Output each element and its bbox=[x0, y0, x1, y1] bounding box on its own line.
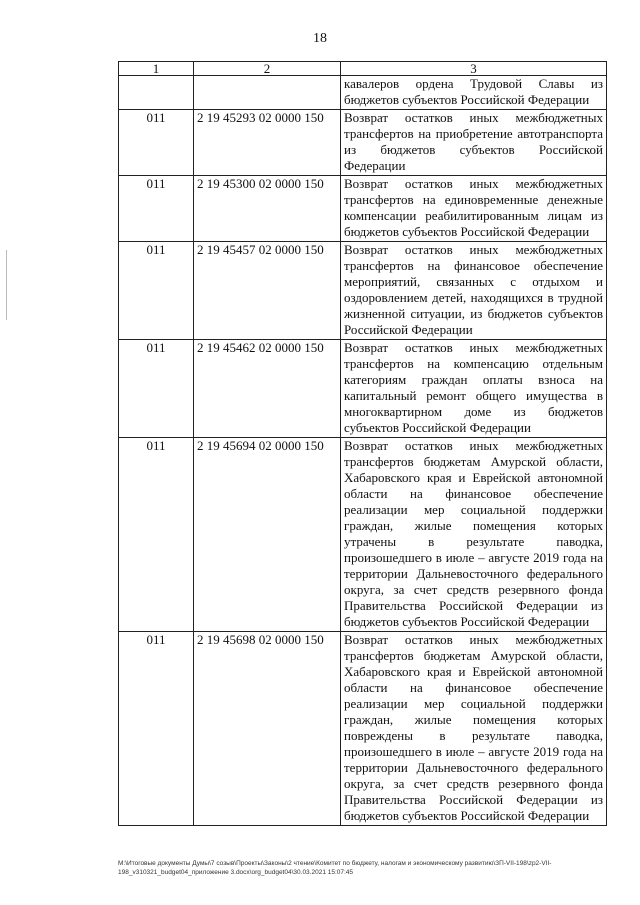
page-number: 18 bbox=[313, 31, 327, 46]
table-row bbox=[119, 76, 607, 110]
table-row bbox=[119, 176, 607, 242]
footer-line-1: М:\Итоговые документы Думы\7 созыв\Проекты\Законы\2 чтение\Комитет по бюджету, налогам и экономическому развитию\ЗП-VII-198\zp2-VII- bbox=[118, 860, 552, 867]
table-header-row bbox=[119, 62, 607, 76]
budget-code-cell: 2 19 45457 02 0000 150 bbox=[194, 242, 341, 340]
table-row bbox=[119, 110, 607, 176]
scan-edge-mark bbox=[6, 250, 7, 320]
admin-code-cell: 011 bbox=[119, 632, 194, 826]
description-cell: Возврат остатков иных межбюджетных трансфертов на компенсацию отдельным категориям граждан оплаты взноса на капитальный ремонт общего имущества в многоквартирном доме из бюджетов субъектов Российской Федерации bbox=[341, 340, 607, 438]
budget-code-cell: 2 19 45462 02 0000 150 bbox=[194, 340, 341, 438]
admin-code-cell: 011 bbox=[119, 438, 194, 632]
description-cell: Возврат остатков иных межбюджетных трансфертов на единовременные денежные компенсации реабилитированным лицам из бюджетов субъектов Российской Федерации bbox=[341, 176, 607, 242]
budget-code-cell bbox=[194, 76, 341, 110]
description-cell: Возврат остатков иных межбюджетных трансфертов на приобретение автотранспорта из бюджетов субъектов Российской Федерации bbox=[341, 110, 607, 176]
budget-code-cell: 2 19 45300 02 0000 150 bbox=[194, 176, 341, 242]
description-cell: Возврат остатков иных межбюджетных трансфертов бюджетам Амурской области, Хабаровского края и Еврейской автономной области на финансовое обеспечение реализации мер социальной поддержки граждан, жилые помещения которых утрачены в результате паводка, произошедшего в июле – августе 2019 года на территории Дальневосточного федерального округа, за счет средств резервного фонда Правительства Российской Федерации из бюджетов субъектов Российской Федерации bbox=[341, 438, 607, 632]
table-row bbox=[119, 242, 607, 340]
description-cell: кавалеров ордена Трудовой Славы из бюджетов субъектов Российской Федерации bbox=[341, 76, 607, 110]
table-row bbox=[119, 438, 607, 632]
header-col-3: 3 bbox=[341, 62, 607, 76]
admin-code-cell: 011 bbox=[119, 340, 194, 438]
budget-code-cell: 2 19 45694 02 0000 150 bbox=[194, 438, 341, 632]
admin-code-cell: 011 bbox=[119, 242, 194, 340]
header-col-2: 2 bbox=[194, 62, 341, 76]
description-cell: Возврат остатков иных межбюджетных трансфертов на финансовое обеспечение мероприятий, связанных с отдыхом и оздоровлением детей, находящихся в трудной жизненной ситуации, из бюджетов субъектов Российской Федерации bbox=[341, 242, 607, 340]
description-cell: Возврат остатков иных межбюджетных трансфертов бюджетам Амурской области, Хабаровского края и Еврейской автономной области на финансовое обеспечение реализации мер социальной поддержки граждан, жилые помещения которых повреждены в результате паводка, произошедшего в июле – августе 2019 года на территории Дальневосточного федерального округа, за счет средств резервного фонда Правительства Российской Федерации из бюджетов субъектов Российской Федерации bbox=[341, 632, 607, 826]
table-body bbox=[119, 62, 607, 826]
admin-code-cell: 011 bbox=[119, 176, 194, 242]
header-col-1: 1 bbox=[119, 62, 194, 76]
admin-code-cell: 011 bbox=[119, 110, 194, 176]
table-row bbox=[119, 340, 607, 438]
footer-line-2: 198_v310321_budget04_приложение 3.docx\org_budget04\30.03.2021 15:07:45 bbox=[118, 869, 354, 876]
admin-code-cell bbox=[119, 76, 194, 110]
budget-code-cell: 2 19 45293 02 0000 150 bbox=[194, 110, 341, 176]
budget-codes-table bbox=[118, 61, 607, 826]
budget-code-cell: 2 19 45698 02 0000 150 bbox=[194, 632, 341, 826]
file-path-footer bbox=[118, 859, 613, 877]
table-row bbox=[119, 632, 607, 826]
